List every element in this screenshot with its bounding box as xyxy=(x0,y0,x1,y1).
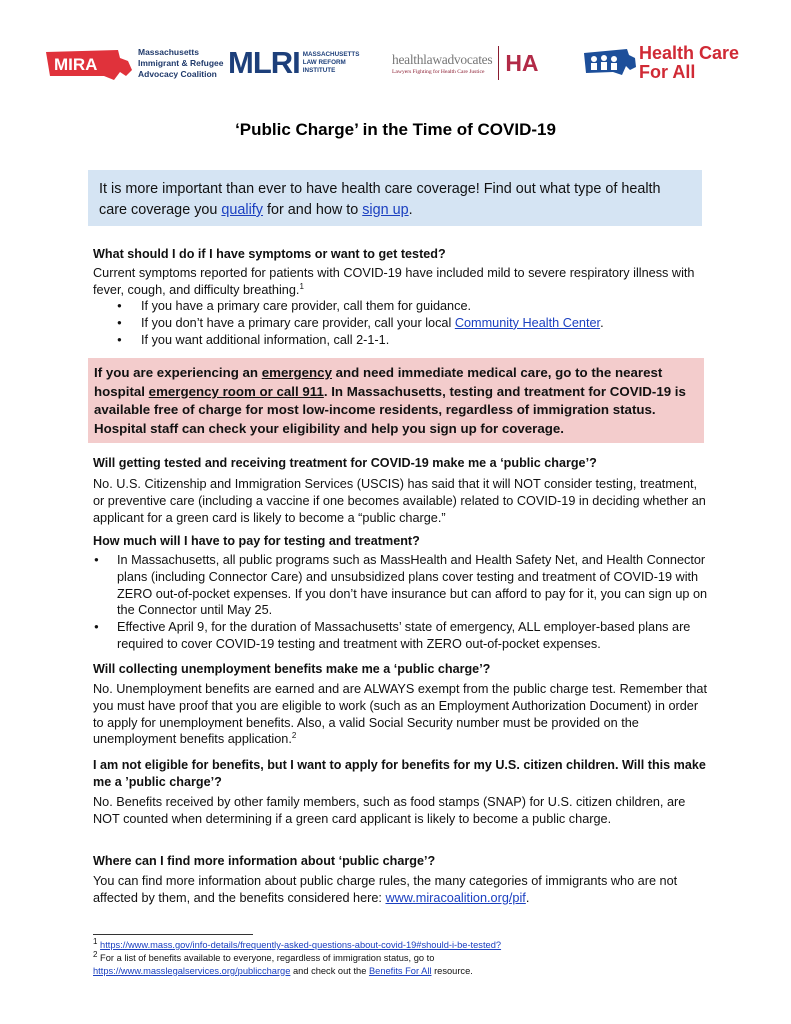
hcfa-logo[interactable] xyxy=(583,40,739,86)
bullet-text: In Massachusetts, all public programs such as MassHealth and Health Safety Net, and Health Connector plans (including Connector Care) and unsubsidized plans cover testing and treatment of COVID-19 with ZERO out-of-pocket expenses. If you don’t have insurance but can afford to pay for it, you can sign up on the Connector until May 25. xyxy=(117,553,708,618)
symptoms-answer-text: Current symptoms reported for patients with COVID-19 have included mild to severe respiratory illness with fever, cough, and difficulty breathing. xyxy=(93,266,695,297)
mira-map-icon xyxy=(44,42,134,84)
hcfa-name: Health Care For All xyxy=(639,43,740,82)
footnote-2 xyxy=(93,949,703,977)
children-benefits-question: I am not eligible for benefits, but I want to apply for benefits for my U.S. citizen children. Will this make me a ’public charge’? xyxy=(93,758,706,789)
bullet-text: If you don’t have a primary care provider, call your local xyxy=(141,315,455,330)
mlri-logo[interactable] xyxy=(228,40,359,86)
list-item xyxy=(93,619,708,653)
footnote-2-mid: and check out the xyxy=(290,965,369,976)
symptoms-bullet-list xyxy=(93,298,708,348)
sign-up-link[interactable]: sign up xyxy=(362,202,409,218)
footnote-2-end: resource. xyxy=(431,965,473,976)
mira-logo[interactable] xyxy=(44,40,224,86)
children-benefits-answer: No. Benefits received by other family members, such as food stamps (SNAP) for U.S. citizen children, are NOT counted when determining if a green card applicant is likely to become a public charge. xyxy=(93,795,686,826)
footnote-2-text: For a list of benefits available to everyone, regardless of immigration status, go to xyxy=(97,953,435,963)
footnote-1-number: 1 xyxy=(93,936,98,946)
hla-name: healthlawadvocates xyxy=(392,51,493,67)
mass-gov-covid-faq-link[interactable]: https://www.mass.gov/info-details/frequently-asked-questions-about-covid-19#should-i-be-tested? xyxy=(100,940,502,950)
callout-text-3: . xyxy=(408,202,413,218)
community-health-center-link[interactable]: Community Health Center xyxy=(454,315,601,330)
callout-text-2: for and how to xyxy=(263,202,363,218)
list-item xyxy=(93,298,708,315)
hla-tagline: Lawyers Fighting for Health Care Justice xyxy=(392,68,485,75)
hla-divider xyxy=(498,46,499,80)
footnote-1 xyxy=(93,936,703,952)
list-item xyxy=(93,332,708,349)
callout-text-1: It is more important than ever to have health care coverage! Find out what type of health care coverage you xyxy=(99,181,661,218)
more-info-text-end: . xyxy=(525,890,530,905)
alert-text-3: . In Massachusetts, testing and treatment for COVID-19 is available free of charge for most low-income residents, regardless of immigration status. Hospital staff can check your eligibility and help you sign up for coverage. xyxy=(94,383,686,436)
testing-public-charge-answer: No. U.S. Citizenship and Immigration Services (USCIS) has said that it will NOT consider testing, treatment, or preventive care (including a vaccine if one becomes available) related to COVID-19 in deciding whether an applicant for a green card is likely to become a “public charge.” xyxy=(93,477,706,525)
list-item xyxy=(93,552,708,619)
cost-bullet-list xyxy=(93,552,708,653)
list-item xyxy=(93,315,708,332)
logo-bar xyxy=(40,40,760,86)
unemployment-answer-text: No. Unemployment benefits are earned and are ALWAYS exempt from the public charge test. Remember that you must have proof that you are eligible to work (such as an Employment Authorization Document) in order to apply for unemployment benefits. Also, a valid Social Security number must be provided on the unemployment benefits application. xyxy=(93,682,708,747)
bullet-text: Effective April 9, for the duration of Massachusetts’ state of emergency, ALL employer-based plans are required to cover COVID-19 testing and treatment with ZERO out-of-pocket expenses. xyxy=(117,620,691,651)
masslegalservices-link[interactable]: https://www.masslegalservices.org/publiccharge xyxy=(93,965,291,976)
emergency-alert xyxy=(88,358,704,443)
mira-pif-link[interactable]: www.miracoalition.org/pif xyxy=(385,890,526,905)
hla-logo[interactable] xyxy=(392,40,539,86)
page-title: ‘Public Charge’ in the Time of COVID-19 xyxy=(235,120,556,139)
alert-text-1: If you are experiencing an xyxy=(94,365,262,380)
bullet-text: If you want additional information, call 2-1-1. xyxy=(141,332,390,347)
testing-public-charge-question: Will getting tested and receiving treatment for COVID-19 make me a ‘public charge’? xyxy=(93,456,597,470)
more-info-text: You can find more information about public charge rules, the many categories of immigrants who are not affected by them, and the benefits considered here: xyxy=(93,874,678,905)
alert-er-911: emergency room or call 911 xyxy=(148,383,324,399)
benefits-for-all-link[interactable]: Benefits For All xyxy=(368,965,432,976)
alert-text-2: and need immediate medical care, go to the nearest hospital xyxy=(94,365,663,399)
footnote-2-number: 2 xyxy=(93,949,98,959)
mira-name: Massachusetts Immigrant & Refugee Advocacy Coalition xyxy=(138,46,224,79)
footnote-ref-1[interactable]: 1 xyxy=(299,281,304,291)
unemployment-question: Will collecting unemployment benefits make me a ‘public charge’? xyxy=(93,662,491,676)
hla-mark: HA xyxy=(505,49,539,76)
bullet-text: . xyxy=(600,315,604,330)
bullet-text: If you have a primary care provider, call them for guidance. xyxy=(141,299,472,313)
qualify-link[interactable]: qualify xyxy=(221,202,264,218)
footnote-divider xyxy=(93,934,253,935)
unemployment-answer xyxy=(93,681,708,748)
more-info-answer xyxy=(93,873,708,907)
mira-mark: MIRA xyxy=(54,55,98,74)
alert-emergency: emergency xyxy=(261,365,332,380)
coverage-callout xyxy=(88,170,702,226)
symptoms-answer xyxy=(93,265,708,299)
symptoms-question: What should I do if I have symptoms or want to get tested? xyxy=(93,247,446,261)
footnote-ref-2[interactable]: 2 xyxy=(291,731,297,741)
cost-question: How much will I have to pay for testing and treatment? xyxy=(93,534,420,548)
more-info-question: Where can I find more information about ‘public charge’? xyxy=(93,854,436,868)
hcfa-map-icon xyxy=(583,45,637,81)
mlri-name: MASSACHUSETTS LAW REFORM INSTITUTE xyxy=(302,51,360,74)
mlri-mark: MLRI xyxy=(228,45,300,80)
